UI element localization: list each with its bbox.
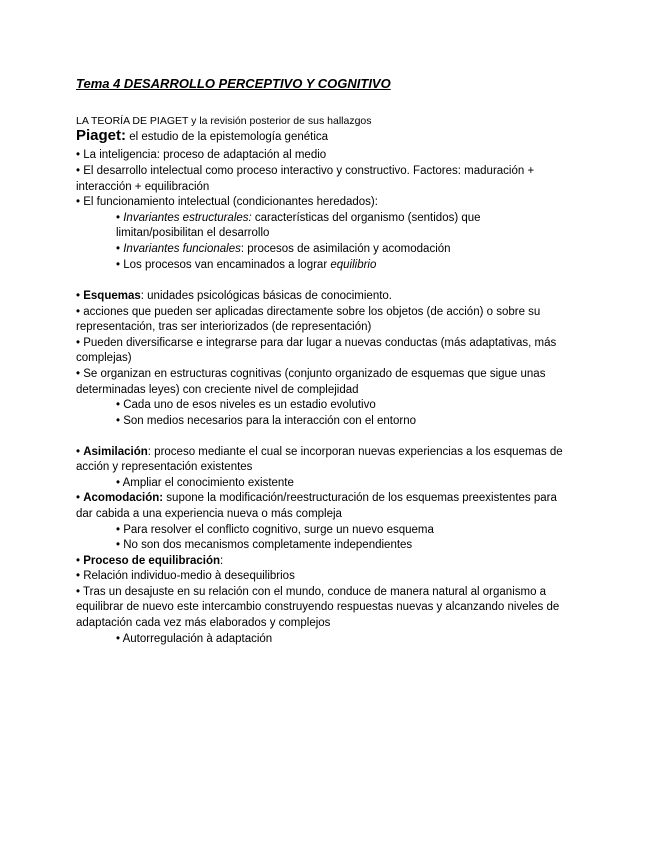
text: Tras un desajuste en su relación con el mundo, conduce de manera natural al organismo a bbox=[83, 586, 547, 598]
text: : bbox=[220, 555, 224, 567]
text: Para resolver el conflicto cognitivo, surge un nuevo esquema bbox=[123, 524, 434, 536]
text: Cada uno de esos niveles es un estadio evolutivo bbox=[123, 399, 376, 411]
text: : proceso mediante el cual se incorporan nuevas experiencias a los esquemas de bbox=[147, 446, 563, 458]
list-item bbox=[76, 195, 378, 209]
list-item bbox=[76, 148, 326, 162]
bullet: • bbox=[76, 368, 81, 380]
text: Autorregulación à adaptación bbox=[122, 633, 273, 645]
text: Son medios necesarios para la interacción con el entorno bbox=[123, 415, 417, 427]
list-item-continuation: interacción + equilibración bbox=[76, 181, 210, 193]
bullet: • bbox=[76, 149, 81, 161]
text: supone la modificación/reestructuración de los esquemas preexistentes para bbox=[163, 492, 557, 504]
sub-list-item bbox=[116, 476, 294, 490]
text: características del organismo (sentidos) que bbox=[251, 212, 481, 224]
piaget-rest: el estudio de la epistemología genética bbox=[126, 131, 329, 143]
term: Invariantes funcionales bbox=[123, 243, 241, 255]
text: El funcionamiento intelectual (condicionantes heredados): bbox=[83, 196, 378, 208]
list-item-continuation: adaptación cada vez más elaborados y complejos bbox=[76, 617, 331, 629]
sub-list-item-continuation: limitan/posibilitan el desarrollo bbox=[116, 227, 270, 239]
text: No son dos mecanismos completamente independientes bbox=[123, 539, 413, 551]
list-item-continuation: determinadas leyes) con creciente nivel de complejidad bbox=[76, 384, 359, 396]
text: Relación individuo-medio à desequilibrios bbox=[83, 570, 295, 582]
bullet: • bbox=[76, 586, 81, 598]
bullet: • bbox=[116, 477, 121, 489]
text: : procesos de asimilación y acomodación bbox=[240, 243, 451, 255]
bullet: • bbox=[76, 570, 81, 582]
text: La inteligencia: proceso de adaptación al medio bbox=[83, 149, 327, 161]
bullet: • bbox=[116, 212, 121, 224]
bullet: • bbox=[76, 196, 81, 208]
text: Pueden diversificarse e integrarse para dar lugar a nuevas conductas (más adaptativas, más bbox=[83, 337, 557, 349]
term: Asimilación bbox=[83, 446, 148, 458]
sub-list-item bbox=[116, 538, 412, 552]
list-item bbox=[76, 585, 546, 599]
list-item-continuation: dar cabida a una experiencia nueva o más compleja bbox=[76, 508, 342, 520]
list-item-continuation: representación, tras ser interiorizados (de representación) bbox=[76, 321, 372, 333]
sub-list-item bbox=[116, 632, 272, 646]
term: Proceso de equilibración bbox=[83, 555, 220, 567]
text: acciones que pueden ser aplicadas directamente sobre los objetos (de acción) o sobre su bbox=[83, 306, 541, 318]
text: Los procesos van encaminados a lograr bbox=[123, 259, 331, 271]
bullet: • bbox=[76, 290, 81, 302]
list-item-continuation: acción y representación existentes bbox=[76, 461, 253, 473]
list-item bbox=[76, 367, 545, 381]
text: Ampliar el conocimiento existente bbox=[122, 477, 294, 489]
list-item bbox=[76, 164, 534, 178]
bullet: • bbox=[116, 243, 121, 255]
equilibracion-heading bbox=[76, 554, 223, 568]
text: El desarrollo intelectual como proceso interactivo y constructivo. Factores: maduración + bbox=[83, 165, 535, 177]
term: Invariantes estructurales: bbox=[123, 212, 252, 224]
sub-list-item bbox=[116, 398, 376, 412]
asimilacion-heading bbox=[76, 445, 563, 459]
term: Acomodación: bbox=[83, 492, 164, 504]
sub-list-item bbox=[116, 242, 451, 256]
bullet: • bbox=[76, 555, 81, 567]
bullet: • bbox=[116, 633, 121, 645]
list-item bbox=[76, 336, 556, 350]
piaget-heading bbox=[76, 129, 328, 144]
page-title: Tema 4 DESARROLLO PERCEPTIVO Y COGNITIVO bbox=[76, 76, 391, 91]
piaget-name: Piaget: bbox=[76, 127, 127, 144]
list-item-continuation: equilibrar de nuevo este intercambio construyendo respuestas nuevas y alcanzando niveles de bbox=[76, 601, 560, 613]
bullet: • bbox=[76, 165, 81, 177]
term: equilibrio bbox=[330, 259, 377, 271]
bullet: • bbox=[76, 492, 81, 504]
esquemas-heading bbox=[76, 289, 392, 303]
sub-list-item bbox=[116, 414, 416, 428]
sub-list-item bbox=[116, 523, 434, 537]
list-item-continuation: complejas) bbox=[76, 352, 132, 364]
list-item bbox=[76, 569, 295, 583]
bullet: • bbox=[116, 539, 121, 551]
term: Esquemas bbox=[83, 290, 141, 302]
bullet: • bbox=[116, 524, 121, 536]
bullet: • bbox=[116, 259, 121, 271]
bullet: • bbox=[76, 446, 81, 458]
bullet: • bbox=[76, 337, 81, 349]
bullet: • bbox=[116, 399, 121, 411]
bullet: • bbox=[116, 415, 121, 427]
text: Se organizan en estructuras cognitivas (conjunto organizado de esquemas que sigue unas bbox=[83, 368, 546, 380]
subtitle: LA TEORÍA DE PIAGET y la revisión posterior de sus hallazgos bbox=[76, 115, 372, 127]
text: : unidades psicológicas básicas de conocimiento. bbox=[140, 290, 392, 302]
list-item bbox=[76, 305, 540, 319]
sub-list-item bbox=[116, 258, 376, 272]
bullet: • bbox=[76, 306, 81, 318]
acomodacion-heading bbox=[76, 491, 557, 505]
sub-list-item bbox=[116, 211, 481, 225]
